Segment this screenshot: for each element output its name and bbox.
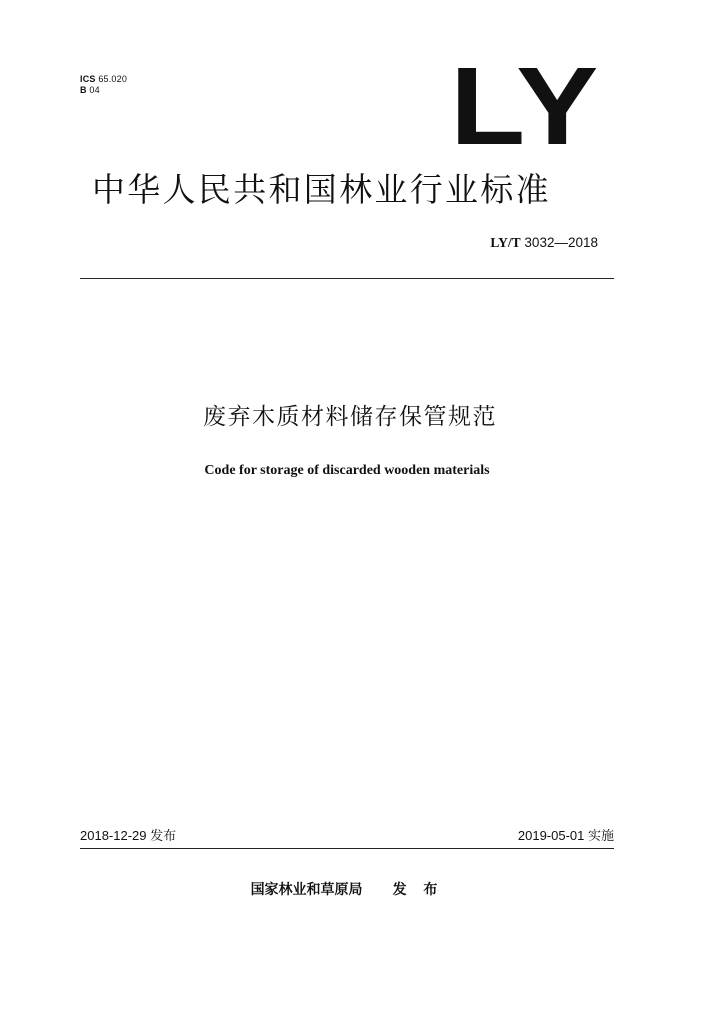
bottom-divider <box>80 848 614 849</box>
b-label: B <box>80 85 87 95</box>
classification-codes <box>80 74 127 96</box>
b-value: 04 <box>89 85 100 95</box>
issue-date: 2018-12-29 发布 <box>80 828 177 843</box>
standard-header: 中华人民共和国林业行业标准 <box>92 170 551 209</box>
ics-label: ICS <box>80 74 96 84</box>
publisher-name: 国家林业和草原局 <box>250 882 363 898</box>
standard-number-prefix: LY/T <box>490 235 521 250</box>
top-divider <box>80 278 614 279</box>
publisher-action: 发 布 <box>392 882 444 898</box>
standard-number-value: 3032—2018 <box>524 235 598 250</box>
publisher <box>0 881 694 899</box>
implementation-date: 2019-05-01 实施 <box>517 828 614 843</box>
standard-number <box>490 235 598 251</box>
b-code-line <box>80 85 127 96</box>
ly-standard-mark: LY <box>450 45 601 168</box>
ics-code-line <box>80 74 127 85</box>
ics-value: 65.020 <box>98 74 128 84</box>
document-title-chinese: 废弃木质材料储存保管规范 <box>203 404 497 430</box>
document-title-english: Code for storage of discarded wooden materials <box>204 463 490 478</box>
